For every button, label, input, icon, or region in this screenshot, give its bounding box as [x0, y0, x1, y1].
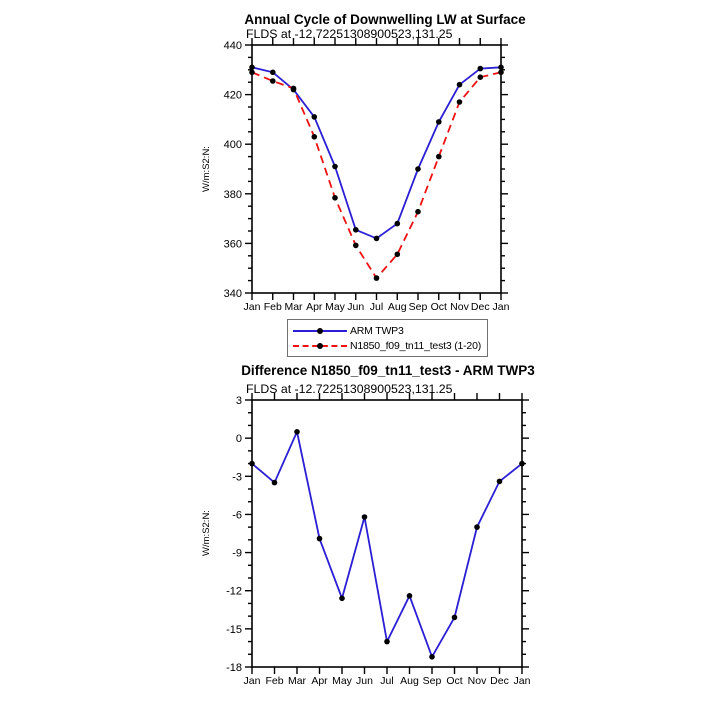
chart-title: Difference N1850_f09_tn11_test3 - ARM TWP3	[241, 363, 535, 378]
y-tick-label: -6	[232, 509, 242, 522]
data-point-marker	[374, 236, 380, 242]
y-tick-label: 400	[223, 139, 242, 152]
data-point-marker	[478, 74, 484, 80]
x-tick-label: Apr	[306, 301, 323, 313]
legend-label: ARM TWP3	[350, 324, 404, 337]
series-markers-0	[249, 429, 525, 660]
data-point-marker	[353, 227, 359, 233]
y-tick-label: -12	[226, 585, 242, 598]
data-point-marker	[452, 615, 458, 621]
x-tick-label: Jan	[243, 301, 261, 313]
legend-item-arm-twp3	[293, 323, 481, 338]
series-markers-1	[249, 70, 504, 281]
data-point-marker	[498, 65, 504, 71]
y-tick-label: 340	[223, 288, 242, 300]
x-tick-label: Nov	[467, 675, 487, 687]
data-point-marker	[498, 70, 504, 76]
x-tick-label: Oct	[446, 675, 463, 687]
y-tick-label: -18	[226, 662, 242, 674]
x-tick-label: May	[332, 675, 352, 687]
data-point-marker	[339, 596, 345, 602]
x-tick-label: Nov	[450, 301, 469, 313]
x-tick-label: Aug	[387, 301, 407, 313]
axis-tick-labels	[226, 395, 531, 687]
data-point-marker	[249, 70, 255, 76]
x-tick-label: Jan	[492, 301, 510, 313]
data-point-marker	[317, 536, 323, 542]
series-line-0	[252, 432, 522, 657]
data-point-marker	[312, 134, 318, 140]
y-axis-label: W/m:S2:N:	[201, 146, 212, 192]
data-point-marker	[249, 461, 255, 467]
data-point-marker	[312, 114, 318, 120]
axis-tick-labels	[224, 40, 510, 313]
series-line-1	[252, 72, 501, 278]
data-point-marker	[362, 514, 368, 520]
data-point-marker	[474, 524, 480, 530]
data-point-marker	[270, 78, 276, 84]
chart-subtitle: FLDS at -12.72251308900523,131.25	[246, 27, 453, 41]
chart-title: Annual Cycle of Downwelling LW at Surface	[244, 12, 526, 27]
data-point-marker	[294, 429, 300, 435]
data-point-marker	[332, 195, 338, 201]
x-tick-label: Dec	[470, 301, 490, 313]
chart-legend	[287, 319, 488, 357]
data-point-marker	[415, 166, 421, 172]
series-markers-0	[249, 65, 504, 242]
x-tick-label: May	[325, 301, 345, 313]
data-point-marker	[429, 654, 435, 660]
x-tick-label: Mar	[284, 301, 303, 313]
x-tick-label: Oct	[430, 301, 447, 313]
data-point-marker	[519, 461, 525, 467]
y-tick-label: 420	[223, 89, 242, 102]
data-point-marker	[374, 275, 380, 281]
y-tick-label: -3	[232, 471, 242, 484]
y-tick-label: 380	[223, 188, 242, 201]
plot-area	[201, 12, 526, 313]
data-point-marker	[457, 82, 463, 88]
series-line-0	[252, 67, 501, 238]
y-tick-label: -9	[232, 547, 242, 560]
axis-ticks	[245, 393, 529, 674]
data-point-marker	[457, 99, 463, 105]
data-point-marker	[436, 119, 442, 125]
x-tick-label: Sep	[422, 675, 442, 687]
data-point-marker	[272, 480, 278, 486]
y-axis-label: W/m:S2:N:	[201, 510, 212, 556]
x-tick-label: Jan	[243, 675, 261, 687]
data-point-marker	[407, 593, 413, 599]
data-point-marker	[395, 221, 401, 227]
x-tick-label: Jun	[356, 675, 373, 687]
y-tick-label: 440	[223, 40, 242, 52]
data-point-marker	[249, 65, 255, 71]
data-point-marker	[384, 639, 390, 645]
data-point-marker	[270, 70, 276, 76]
x-tick-label: Sep	[408, 301, 428, 313]
x-tick-label: Mar	[287, 675, 307, 687]
data-point-marker	[395, 252, 401, 258]
difference-chart	[0, 360, 718, 718]
data-point-marker	[332, 164, 338, 170]
x-tick-label: Jun	[347, 301, 365, 313]
marker-dot-icon	[317, 328, 323, 334]
x-tick-label: Dec	[490, 675, 509, 687]
plot-area	[201, 363, 535, 687]
x-tick-label: Feb	[265, 675, 284, 687]
legend-label: N1850_f09_tn11_test3 (1-20)	[350, 339, 482, 352]
x-tick-label: Jul	[380, 675, 394, 687]
y-tick-label: -15	[226, 623, 242, 636]
data-point-marker	[478, 66, 484, 72]
data-point-marker	[353, 243, 359, 249]
y-tick-label: 360	[223, 238, 242, 251]
data-point-marker	[497, 479, 503, 485]
y-tick-label: 0	[235, 433, 242, 446]
x-tick-label: Jul	[369, 301, 384, 313]
data-point-marker	[415, 209, 421, 215]
data-point-marker	[436, 154, 442, 160]
marker-dot-icon	[317, 343, 323, 349]
data-point-marker	[291, 86, 297, 92]
x-tick-label: Apr	[311, 675, 328, 687]
x-tick-label: Aug	[400, 675, 419, 687]
y-tick-label: 3	[235, 395, 242, 407]
x-tick-label: Feb	[263, 301, 282, 313]
legend-item-n1850	[293, 338, 481, 353]
x-tick-label: Jan	[513, 675, 531, 687]
chart-subtitle: FLDS at -12.72251308900523,131.25	[246, 382, 453, 396]
